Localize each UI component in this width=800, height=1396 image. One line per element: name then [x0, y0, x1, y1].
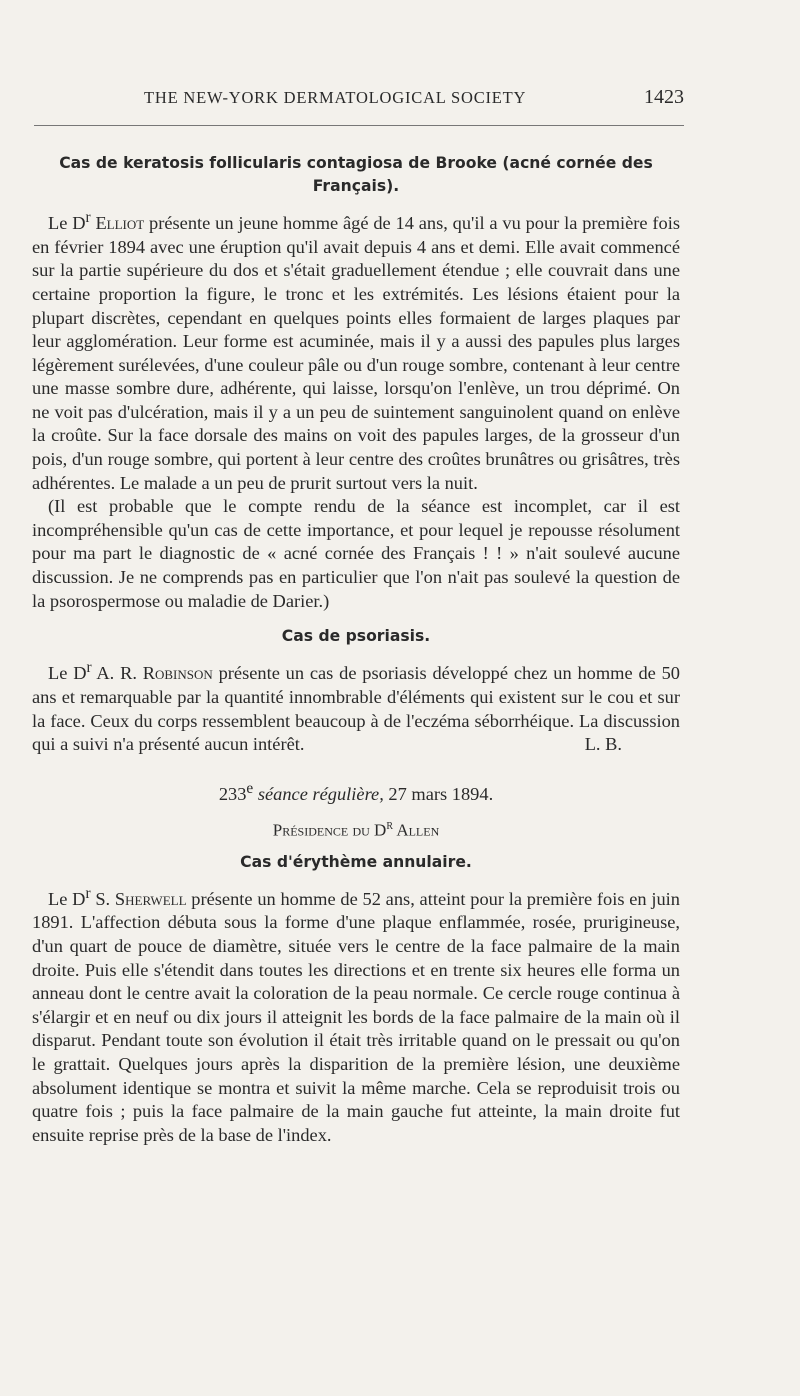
- author-name: Elliot: [95, 213, 145, 234]
- paragraph-sherwell: Le $D^r$ S. Sherwell présente un homme de 52 ans, atteint pour la première fois en juin 1891. L'affection débuta sous la forme d'une plaque enflammée, rosée, prurigineuse, d'un quart de pouce de diamètre, située vers le centre de la face palmaire de la main droite. Puis elle s'étendit dans toutes les directions et en trente six heures elle forma un anneau dont le centre avait la coloration de la peau normale. Ce cercle rouge continua à s'élargir et en neuf ou dix jours il atteignit les bords de la face palmaire de la main où il disparut. Pendant toute son évolution il était très irritable quand on le pressait ou qu'on le grattait. Quelques jours après la disparition de la première lésion, une deuxième absolument identique se montra et suivit la même marche. Cela se reproduisit trois ou quatre fois ; puis la face palmaire de la main gauche fut atteinte, la main droite fut ensuite reprise près de la base de l'index.: [32, 884, 680, 1145]
- session-title: 233e séance régulière, 27 mars 1894.: [218, 779, 494, 804]
- running-title: THE NEW-YORK DERMATOLOGICAL SOCIETY: [144, 88, 527, 107]
- paragraph-robinson: Le $D^r$ A. R. Robinson présente un cas de psoriasis développé chez un homme de 50 ans et remarquable par la quantité innombrable d'éléments qui existent sur le cou et sur la face. Ceux du corps ressemblent beaucoup à de l'eczéma séborrhéique. La discussion qui a suivi n'a présenté aucun intérêt. L. B.: [32, 656, 680, 757]
- section-heading-psoriasis: Cas de psoriasis.: [281, 627, 431, 646]
- paragraph-elliot: Le $D^r$ Elliot présente un jeune homme âgé de 14 ans, qu'il a vu pour la première fois en février 1894 avec une éruption qu'il avait depuis 4 ans et demi. Elle avait commencé sur la partie supérieure du dos et s'était graduellement étendue ; elle couvrait dans une certaine proportion la figure, le tronc et les extrémités. Les lésions étaient pour la plupart discrètes, cependant en quelques points elles formaient de larges plaques par leur agglomération. Leur forme est acuminée, mais il y a aussi des papules plus larges légèrement surélevées, d'une couleur pâle ou d'un rouge sombre, contenant à leur centre une masse sombre dure, adhérente, qui laisse, lorsqu'on l'enlève, un trou déprimé. On ne voit pas d'ulcération, mais il y a un peu de suintement sanguinolent quand on enlève la croûte. Sur la face dorsale des mains on voit des papules larges, de la grosseur d'un pois, d'un rouge sombre, qui portent à leur centre des croûtes brunâtres ou grisâtres, très adhérentes. Le malade a un peu de prurit surtout vers la nuit.: [32, 209, 680, 493]
- author-name: Robinson: [142, 663, 213, 684]
- paragraph-commentary: (Il est probable que le compte rendu de la séance est incomplet, car il est incompréhensible qu'un cas de cette importance, et pour lequel je repousse résolument pour ma part le diagnostic de « acné cornée des Français ! ! » n'ait soulevé aucune discussion. Je ne comprends pas en particulier que l'on n'ait pas soulevé la question de la psorospermose ou maladie de Darier.): [32, 496, 680, 611]
- page-header: [34, 86, 684, 116]
- page-number: 1423: [644, 86, 684, 108]
- section-heading-erytheme: Cas d'érythème annulaire.: [240, 852, 472, 871]
- section-heading-keratosis: Cas de keratosis follicularis contagiosa de Brooke (acné cornée des Français).: [59, 154, 653, 195]
- presidence-line: Présidence du $D^r$ Allen: [272, 817, 440, 841]
- header-rule: [34, 125, 684, 126]
- signature: L. B.: [584, 734, 622, 755]
- author-name: Sherwell: [114, 888, 187, 909]
- page-content: [32, 152, 680, 1147]
